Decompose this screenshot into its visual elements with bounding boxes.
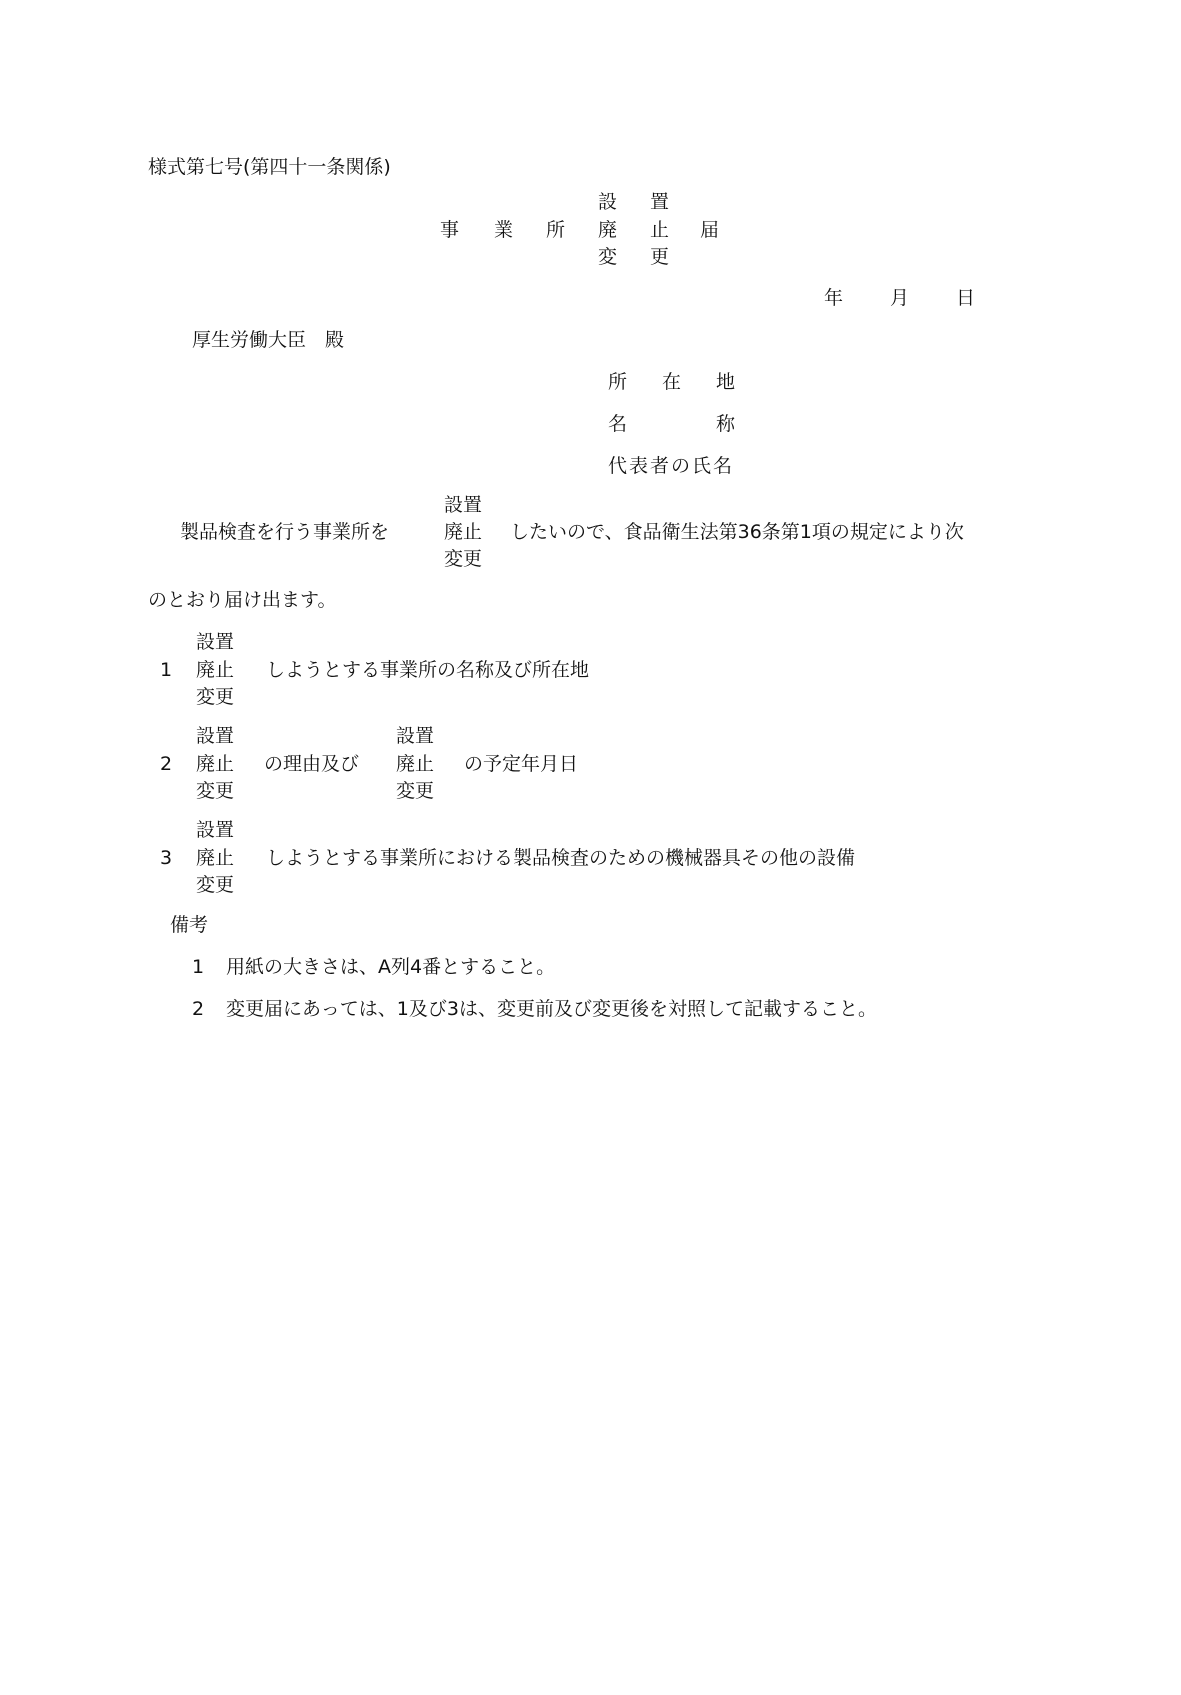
item-choice-option: 廃止 — [196, 847, 235, 869]
item-choice-option: 廃止 — [196, 659, 235, 681]
item-choice-option: 設置 — [196, 725, 235, 747]
body-choice-option: 設置 — [444, 494, 483, 516]
item-choice-option: 設置 — [396, 725, 435, 747]
title-char: 廃 — [598, 219, 618, 241]
item-text: しようとする事業所における製品検査のための機械器具その他の設備 — [266, 847, 856, 869]
item-number: 1 — [160, 659, 173, 681]
body-trail: したいので、食品衛生法第36条第1項の規定により次 — [510, 521, 964, 543]
title-char: 止 — [650, 219, 670, 241]
item-choice-option: 変更 — [396, 780, 435, 802]
form-label: 様式第七号(第四十一条関係) — [148, 156, 391, 178]
note-text: 変更届にあっては、1及び3は、変更前及び変更後を対照して記載すること。 — [226, 998, 877, 1020]
body-choice-option: 廃止 — [444, 521, 483, 543]
body-continuation: のとおり届け出ます。 — [148, 589, 337, 611]
item-number: 3 — [160, 847, 173, 869]
item-text: しようとする事業所の名称及び所在地 — [266, 659, 590, 681]
body-choice-option: 変更 — [444, 548, 483, 570]
date-year-label: 年 — [824, 287, 844, 309]
item-choice-option: 設置 — [196, 631, 235, 653]
date-day-label: 日 — [956, 287, 976, 309]
body-lead: 製品検査を行う事業所を — [180, 521, 390, 543]
title-char: 更 — [650, 246, 670, 268]
addressee: 厚生労働大臣 殿 — [192, 329, 345, 351]
note-text: 用紙の大きさは、A列4番とすること。 — [226, 956, 556, 978]
date-month-label: 月 — [890, 287, 910, 309]
title-char: 所 — [546, 219, 566, 241]
title-char: 届 — [700, 219, 720, 241]
item-choice-option: 廃止 — [396, 753, 435, 775]
label-char: 地 — [716, 371, 736, 393]
item-text: の理由及び — [264, 753, 360, 775]
label-char: 在 — [662, 371, 682, 393]
title-char: 業 — [494, 219, 514, 241]
item-choice-option: 変更 — [196, 874, 235, 896]
title-char: 変 — [598, 246, 618, 268]
item-text: の予定年月日 — [464, 753, 579, 775]
item-choice-option: 変更 — [196, 686, 235, 708]
item-number: 2 — [160, 753, 173, 775]
item-choice-option: 設置 — [196, 819, 235, 841]
item-choice-option: 変更 — [196, 780, 235, 802]
representative-label: 代表者の氏名 — [608, 455, 735, 477]
title-char: 事 — [440, 219, 460, 241]
note-number: 1 — [192, 956, 205, 978]
notes-heading: 備考 — [170, 914, 209, 936]
label-char: 称 — [716, 413, 736, 435]
item-choice-option: 廃止 — [196, 753, 235, 775]
title-char: 置 — [650, 191, 670, 213]
title-char: 設 — [598, 191, 618, 213]
label-char: 名 — [608, 413, 628, 435]
note-number: 2 — [192, 998, 205, 1020]
label-char: 所 — [608, 371, 628, 393]
